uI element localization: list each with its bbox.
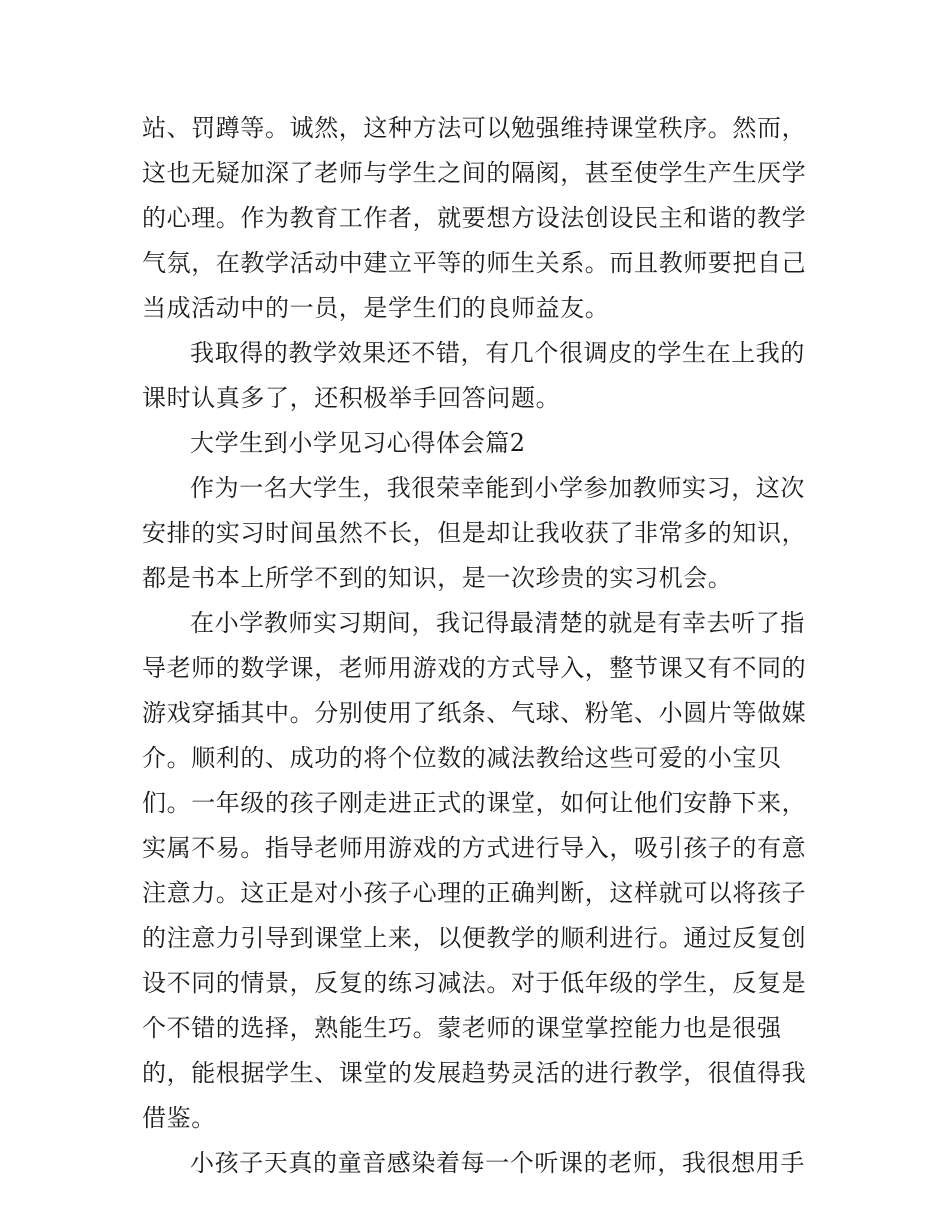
text-line: 实属不易。指导老师用游戏的方式进行导入，吸引孩子的有意 [142, 834, 807, 862]
text-line: 的，能根据学生、课堂的发展趋势灵活的进行教学，很值得我 [142, 1059, 807, 1087]
text-line: 当成活动中的一员，是学生们的良师益友。 [142, 294, 610, 322]
body-paragraph [142, 106, 814, 331]
text-line: 们。一年级的孩子刚走进正式的课堂，如何让他们安静下来， [142, 789, 807, 817]
text-line: 大学生到小学见习心得体会篇2 [190, 429, 526, 457]
text-line: 安排的实习时间虽然不长，但是却让我收获了非常多的知识， [142, 519, 807, 547]
body-paragraph [142, 466, 814, 601]
text-line: 作为一名大学生，我很荣幸能到小学参加教师实习，这次 [190, 474, 805, 502]
text-line: 游戏穿插其中。分别使用了纸条、气球、粉笔、小圆片等做媒 [142, 699, 807, 727]
text-line: 导老师的数学课，老师用游戏的方式导入，整节课又有不同的 [142, 654, 807, 682]
text-line: 的心理。作为教育工作者，就要想方设法创设民主和谐的教学 [142, 204, 807, 232]
text-line: 这也无疑加深了老师与学生之间的隔阂，甚至使学生产生厌学 [142, 159, 807, 187]
text-line: 的注意力引导到课堂上来，以便教学的顺利进行。通过反复创 [142, 924, 807, 952]
text-line: 站、罚蹲等。诚然，这种方法可以勉强维持课堂秩序。然而， [142, 114, 807, 142]
document-page [142, 106, 814, 1186]
text-line: 我取得的教学效果还不错，有几个很调皮的学生在上我的 [190, 339, 805, 367]
text-line: 小孩子天真的童音感染着每一个听课的老师，我很想用手 [190, 1149, 805, 1177]
text-line: 课时认真多了，还积极举手回答问题。 [142, 384, 561, 412]
text-line: 都是书本上所学不到的知识，是一次珍贵的实习机会。 [142, 564, 733, 592]
text-line: 借鉴。 [142, 1104, 216, 1132]
text-line: 在小学教师实习期间，我记得最清楚的就是有幸去听了指 [190, 609, 805, 637]
text-line: 介。顺利的、成功的将个位数的减法教给这些可爱的小宝贝 [142, 744, 782, 772]
body-paragraph [142, 601, 814, 1141]
body-paragraph [142, 1141, 814, 1186]
body-paragraph [142, 421, 814, 466]
text-line: 设不同的情景，反复的练习减法。对于低年级的学生，反复是 [142, 969, 807, 997]
body-paragraph [142, 331, 814, 421]
text-line: 注意力。这正是对小孩子心理的正确判断，这样就可以将孩子 [142, 879, 807, 907]
text-line: 个不错的选择，熟能生巧。蒙老师的课堂掌控能力也是很强 [142, 1014, 782, 1042]
text-line: 气氛，在教学活动中建立平等的师生关系。而且教师要把自己 [142, 249, 807, 277]
